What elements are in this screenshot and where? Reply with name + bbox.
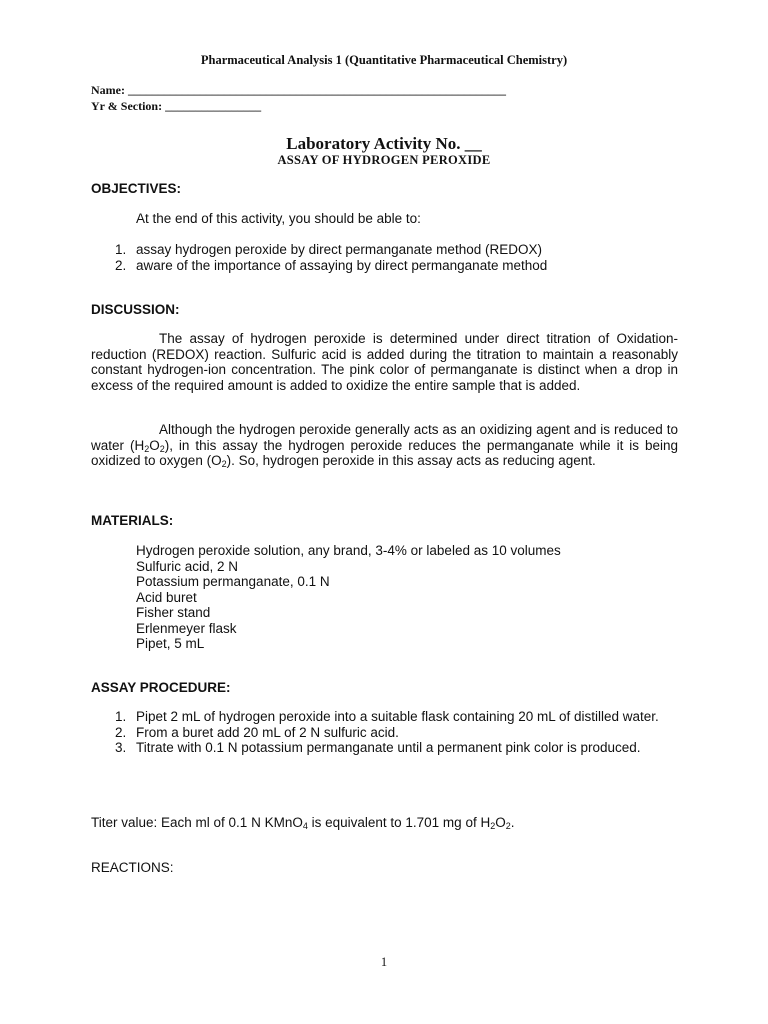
yr-section-field-line: Yr & Section: ________________	[91, 99, 262, 113]
list-number: 2.	[115, 724, 127, 740]
objectives-list	[91, 242, 681, 273]
list-text: From a buret add 20 mL of 2 N sulfuric acid.	[136, 724, 399, 740]
materials-list	[136, 543, 561, 652]
list-text: aware of the importance of assaying by direct permanganate method	[136, 257, 548, 273]
list-number: 3.	[115, 740, 127, 755]
list-text: assay hydrogen peroxide by direct permanganate method (REDOX)	[136, 242, 542, 257]
list-item	[91, 242, 681, 258]
material-item: Potassium permanganate, 0.1 N	[136, 574, 330, 589]
procedure-list	[91, 709, 678, 756]
titer-value: Titer value: Each ml of 0.1 N KMnO$_4$ is equivalent to 1.701 mg of $H_2O_2$.	[91, 815, 515, 831]
list-item	[91, 725, 678, 741]
discussion-heading: DISCUSSION:	[91, 302, 180, 317]
list-number: 1.	[115, 709, 127, 724]
page-number: 1	[380, 955, 388, 969]
objectives-intro: At the end of this activity, you should be able to:	[136, 211, 421, 226]
list-text: Titrate with 0.1 N potassium permanganate until a permanent pink color is produced.	[136, 740, 641, 755]
activity-title: Laboratory Activity No. __	[286, 134, 482, 153]
name-field-line: Name: _______________________________________________________________	[91, 83, 506, 97]
material-item: Acid buret	[136, 589, 197, 605]
list-item	[91, 709, 678, 725]
material-item: Sulfuric acid, 2 N	[136, 558, 239, 574]
list-number: 1.	[115, 242, 127, 257]
list-item	[91, 740, 678, 756]
discussion-paragraph-2: Although the hydrogen peroxide generally acts as an oxidizing agent and is reduced to water $(H_2O_2)$, in this assay the hydrogen peroxide reduces the permanganate while it is being oxidized to oxygen $(O_2)$. So, hydrogen peroxide in this assay acts as reducing agent.	[91, 422, 678, 469]
materials-heading: MATERIALS:	[91, 513, 174, 528]
material-item: Fisher stand	[136, 605, 211, 620]
list-item	[91, 258, 681, 274]
activity-subtitle: ASSAY OF HYDROGEN PEROXIDE	[277, 153, 491, 167]
procedure-heading: ASSAY PROCEDURE:	[91, 680, 231, 695]
material-item: Pipet, 5 mL	[136, 636, 205, 651]
list-number: 2.	[115, 257, 127, 273]
list-text: Pipet 2 mL of hydrogen peroxide into a suitable flask containing 20 mL of distilled water.	[136, 709, 659, 724]
material-item: Erlenmeyer flask	[136, 620, 237, 636]
discussion-paragraph-1: The assay of hydrogen peroxide is determined under direct titration of Oxidation-reduction (REDOX) reaction. Sulfuric acid is added during the titration to maintain a reasonably constant hydrogen-ion concentration. The pink color of permanganate is distinct when a drop in excess of the required amount is added to oxidize the entire sample that is added.	[91, 331, 678, 393]
course-title: Pharmaceutical Analysis 1 (Quantitative Pharmaceutical Chemistry)	[200, 53, 568, 67]
material-item: Hydrogen peroxide solution, any brand, 3-4% or labeled as 10 volumes	[136, 543, 561, 558]
objectives-heading: OBJECTIVES:	[91, 181, 182, 196]
reactions-heading: REACTIONS:	[91, 860, 174, 875]
